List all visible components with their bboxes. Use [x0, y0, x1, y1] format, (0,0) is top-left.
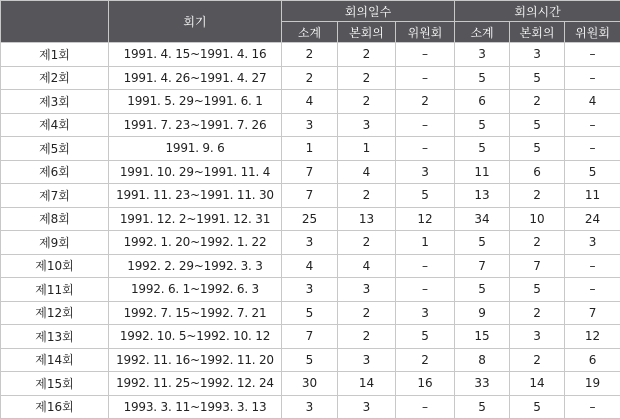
hours-committee-cell: 19 [565, 372, 620, 396]
days-plenary-cell: 2 [338, 325, 396, 349]
hours-subtotal-cell: 11 [455, 160, 510, 184]
days-plenary-cell: 13 [338, 207, 396, 231]
days-subtotal-cell: 5 [282, 348, 338, 372]
days-subtotal-cell: 7 [282, 325, 338, 349]
days-subtotal-cell: 5 [282, 301, 338, 325]
hours-plenary-cell: 2 [510, 301, 565, 325]
hours-committee-cell: 7 [565, 301, 620, 325]
days-committee-header: 위원회 [396, 22, 455, 43]
hours-committee-cell: – [565, 278, 620, 302]
table-row [1, 254, 620, 278]
days-committee-cell: – [396, 278, 455, 302]
days-subtotal-header: 소계 [282, 22, 338, 43]
days-committee-cell: 16 [396, 372, 455, 396]
hours-committee-header: 위원회 [565, 22, 620, 43]
days-committee-cell: – [396, 113, 455, 137]
table-row [1, 160, 620, 184]
days-plenary-cell: 2 [338, 90, 396, 114]
days-subtotal-cell: 7 [282, 160, 338, 184]
hours-plenary-cell: 14 [510, 372, 565, 396]
days-plenary-cell: 2 [338, 231, 396, 255]
days-subtotal-cell: 3 [282, 395, 338, 419]
days-committee-cell: 2 [396, 90, 455, 114]
meeting-days-group-header: 회의일수 [282, 1, 455, 22]
hours-plenary-header: 본회의 [510, 22, 565, 43]
hours-committee-cell: – [565, 254, 620, 278]
days-plenary-cell: 3 [338, 348, 396, 372]
hours-committee-cell: 5 [565, 160, 620, 184]
hours-plenary-cell: 10 [510, 207, 565, 231]
period-cell: 1991. 10. 29~1991. 11. 4 [109, 160, 282, 184]
hours-plenary-cell: 5 [510, 113, 565, 137]
hours-plenary-cell: 5 [510, 66, 565, 90]
days-plenary-cell: 2 [338, 184, 396, 208]
table-row [1, 207, 620, 231]
days-subtotal-cell: 4 [282, 254, 338, 278]
period-cell: 1991. 11. 23~1991. 11. 30 [109, 184, 282, 208]
days-committee-cell: 5 [396, 325, 455, 349]
days-committee-cell: – [396, 395, 455, 419]
days-committee-cell: 3 [396, 160, 455, 184]
days-committee-cell: 1 [396, 231, 455, 255]
days-plenary-header: 본회의 [338, 22, 396, 43]
days-plenary-cell: 1 [338, 137, 396, 161]
hours-subtotal-cell: 9 [455, 301, 510, 325]
hours-committee-cell: 24 [565, 207, 620, 231]
hours-plenary-cell: 3 [510, 43, 565, 67]
days-committee-cell: 3 [396, 301, 455, 325]
hours-subtotal-cell: 8 [455, 348, 510, 372]
days-subtotal-cell: 3 [282, 231, 338, 255]
hours-plenary-cell: 2 [510, 184, 565, 208]
table-row [1, 231, 620, 255]
days-subtotal-cell: 3 [282, 113, 338, 137]
hours-committee-cell: – [565, 43, 620, 67]
table-row [1, 184, 620, 208]
session-cell: 제1회 [1, 43, 109, 67]
period-cell: 1991. 9. 6 [109, 137, 282, 161]
table-row [1, 348, 620, 372]
days-subtotal-cell: 7 [282, 184, 338, 208]
table-row [1, 137, 620, 161]
days-committee-cell: 2 [396, 348, 455, 372]
hours-plenary-cell: 3 [510, 325, 565, 349]
hours-subtotal-cell: 33 [455, 372, 510, 396]
days-committee-cell: 5 [396, 184, 455, 208]
days-committee-cell: – [396, 254, 455, 278]
hours-committee-cell: 3 [565, 231, 620, 255]
session-cell: 제15회 [1, 372, 109, 396]
session-cell: 제7회 [1, 184, 109, 208]
session-cell: 제11회 [1, 278, 109, 302]
days-subtotal-cell: 2 [282, 43, 338, 67]
hours-subtotal-cell: 34 [455, 207, 510, 231]
hours-subtotal-header: 소계 [455, 22, 510, 43]
session-cell: 제12회 [1, 301, 109, 325]
session-cell: 제8회 [1, 207, 109, 231]
hours-subtotal-cell: 15 [455, 325, 510, 349]
session-cell: 제4회 [1, 113, 109, 137]
table-row [1, 113, 620, 137]
hours-subtotal-cell: 7 [455, 254, 510, 278]
days-plenary-cell: 3 [338, 395, 396, 419]
period-cell: 1992. 7. 15~1992. 7. 21 [109, 301, 282, 325]
session-cell: 제10회 [1, 254, 109, 278]
days-subtotal-cell: 25 [282, 207, 338, 231]
days-plenary-cell: 3 [338, 113, 396, 137]
session-cell: 제14회 [1, 348, 109, 372]
hours-committee-cell: 12 [565, 325, 620, 349]
hours-subtotal-cell: 13 [455, 184, 510, 208]
period-cell: 1992. 10. 5~1992. 10. 12 [109, 325, 282, 349]
table-row [1, 90, 620, 114]
table-row [1, 325, 620, 349]
period-cell: 1991. 12. 2~1991. 12. 31 [109, 207, 282, 231]
days-plenary-cell: 2 [338, 301, 396, 325]
hours-subtotal-cell: 5 [455, 137, 510, 161]
days-subtotal-cell: 2 [282, 66, 338, 90]
session-cell: 제3회 [1, 90, 109, 114]
hours-committee-cell: – [565, 395, 620, 419]
hours-subtotal-cell: 5 [455, 395, 510, 419]
period-cell: 1992. 1. 20~1992. 1. 22 [109, 231, 282, 255]
table-row [1, 66, 620, 90]
hours-subtotal-cell: 5 [455, 66, 510, 90]
table-row [1, 395, 620, 419]
days-committee-cell: – [396, 43, 455, 67]
table-row [1, 372, 620, 396]
hours-plenary-cell: 2 [510, 90, 565, 114]
days-plenary-cell: 4 [338, 160, 396, 184]
period-cell: 1991. 4. 26~1991. 4. 27 [109, 66, 282, 90]
hours-plenary-cell: 7 [510, 254, 565, 278]
hours-plenary-cell: 5 [510, 278, 565, 302]
days-committee-cell: – [396, 137, 455, 161]
hours-subtotal-cell: 5 [455, 113, 510, 137]
session-cell: 제6회 [1, 160, 109, 184]
period-cell: 1991. 5. 29~1991. 6. 1 [109, 90, 282, 114]
session-cell: 제9회 [1, 231, 109, 255]
days-plenary-cell: 2 [338, 43, 396, 67]
hours-subtotal-cell: 5 [455, 278, 510, 302]
period-cell: 1993. 3. 11~1993. 3. 13 [109, 395, 282, 419]
days-committee-cell: 12 [396, 207, 455, 231]
period-cell: 1991. 7. 23~1991. 7. 26 [109, 113, 282, 137]
hours-committee-cell: 4 [565, 90, 620, 114]
hours-plenary-cell: 6 [510, 160, 565, 184]
hours-committee-cell: – [565, 137, 620, 161]
hours-plenary-cell: 2 [510, 348, 565, 372]
period-cell: 1992. 2. 29~1992. 3. 3 [109, 254, 282, 278]
hours-committee-cell: 11 [565, 184, 620, 208]
hours-committee-cell: – [565, 66, 620, 90]
hours-committee-cell: – [565, 113, 620, 137]
days-committee-cell: – [396, 66, 455, 90]
table-body [1, 43, 620, 419]
days-subtotal-cell: 3 [282, 278, 338, 302]
hours-subtotal-cell: 5 [455, 231, 510, 255]
meeting-hours-group-header: 회의시간 [455, 1, 620, 22]
days-plenary-cell: 4 [338, 254, 396, 278]
days-plenary-cell: 2 [338, 66, 396, 90]
period-column-header: 회기 [109, 1, 282, 43]
session-cell: 제13회 [1, 325, 109, 349]
days-subtotal-cell: 30 [282, 372, 338, 396]
hours-committee-cell: 6 [565, 348, 620, 372]
days-subtotal-cell: 4 [282, 90, 338, 114]
table-header [1, 1, 620, 43]
hours-subtotal-cell: 3 [455, 43, 510, 67]
period-cell: 1992. 6. 1~1992. 6. 3 [109, 278, 282, 302]
table-row [1, 301, 620, 325]
days-plenary-cell: 14 [338, 372, 396, 396]
session-column-header [1, 1, 109, 43]
days-subtotal-cell: 1 [282, 137, 338, 161]
session-cell: 제5회 [1, 137, 109, 161]
period-cell: 1992. 11. 25~1992. 12. 24 [109, 372, 282, 396]
period-cell: 1991. 4. 15~1991. 4. 16 [109, 43, 282, 67]
hours-plenary-cell: 2 [510, 231, 565, 255]
period-cell: 1992. 11. 16~1992. 11. 20 [109, 348, 282, 372]
hours-plenary-cell: 5 [510, 137, 565, 161]
days-plenary-cell: 3 [338, 278, 396, 302]
hours-plenary-cell: 5 [510, 395, 565, 419]
hours-subtotal-cell: 6 [455, 90, 510, 114]
table-row [1, 43, 620, 67]
session-cell: 제2회 [1, 66, 109, 90]
table-row [1, 278, 620, 302]
session-cell: 제16회 [1, 395, 109, 419]
